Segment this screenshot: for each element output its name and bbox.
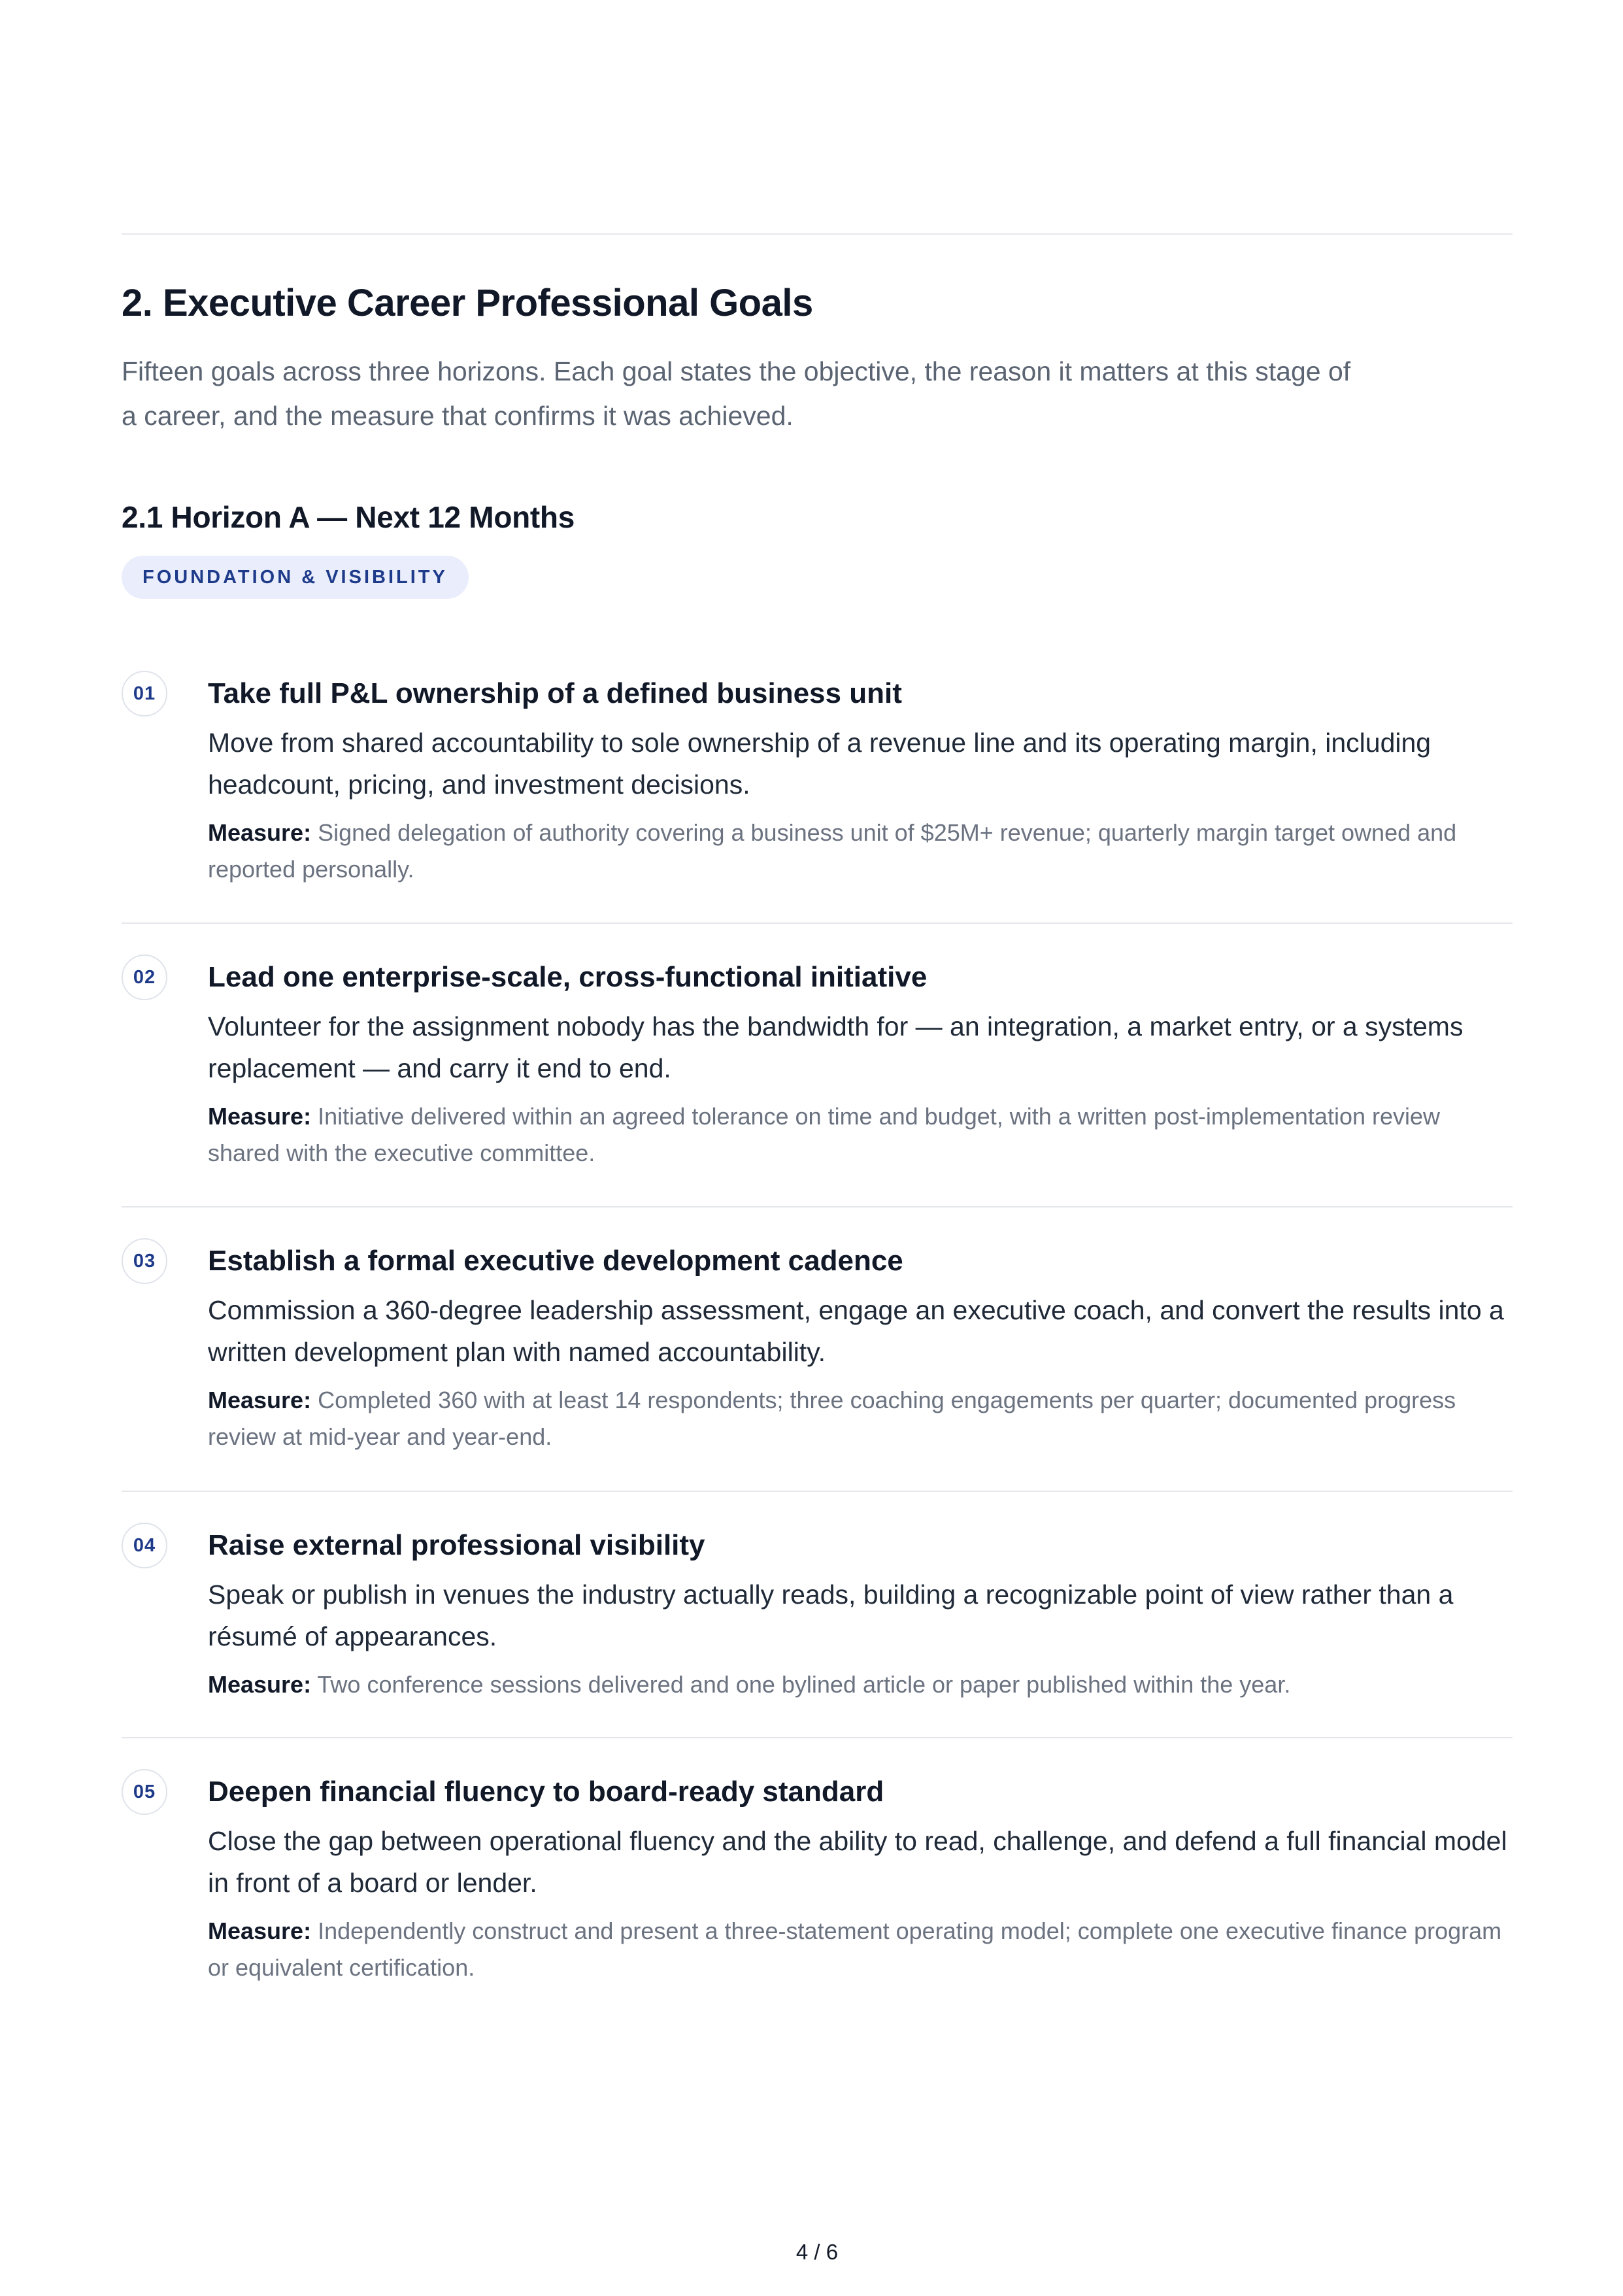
goal-number-badge: 01 [122,671,167,717]
goal-title: Establish a formal executive development cadence [208,1245,903,1277]
goal-body [208,1769,1513,1986]
goal-divider [122,1206,1513,1207]
goal-number-badge: 05 [122,1769,167,1815]
measure-label: Measure: [208,1103,312,1130]
goal-measure [208,1382,1513,1455]
goal-title: Take full P&L ownership of a defined business unit [208,677,902,709]
goal-description: Speak or publish in venues the industry actually reads, building a recognizable point of view rather than a résumé of appearances. [208,1579,1454,1651]
measure-text: Two conference sessions delivered and one bylined article or paper published within the year. [317,1671,1291,1698]
top-divider [122,233,1513,235]
measure-text: Initiative delivered within an agreed tolerance on time and budget, with a written post-implementation review shared with the executive committee. [208,1103,1441,1166]
section-title: 2. Executive Career Professional Goals [122,282,813,324]
goal-title: Raise external professional visibility [208,1529,705,1561]
measure-text: Signed delegation of authority covering a business unit of $25M+ revenue; quarterly margin target owned and reported personally. [208,819,1457,883]
goal-divider [122,1491,1513,1492]
section-intro: Fifteen goals across three horizons. Each goal states the objective, the reason it matters at this stage of a career, and the measure that confirms it was achieved. [122,356,1351,431]
goal-divider [122,922,1513,924]
measure-label: Measure: [208,1917,312,1944]
goal-body [208,954,1513,1172]
goal-number-badge: 03 [122,1238,167,1284]
document-page [122,0,1513,2296]
goal-measure [208,1913,1513,1986]
goal-description: Volunteer for the assignment nobody has the bandwidth for — an integration, a market entry, or a systems replacement — and carry it end to end. [208,1011,1464,1083]
measure-label: Measure: [208,1387,312,1413]
goal-title: Deepen financial fluency to board-ready standard [208,1776,884,1808]
goal-description: Close the gap between operational fluency and the ability to read, challenge, and defend a full financial model in front of a board or lender. [208,1826,1507,1898]
goal-description: Move from shared accountability to sole ownership of a revenue line and its operating margin, including headcount, pricing, and investment decisions. [208,728,1431,800]
goal-body [208,671,1513,888]
goal-measure [208,815,1513,888]
goal-divider [122,1737,1513,1738]
goal-description: Commission a 360-degree leadership assessment, engage an executive coach, and convert the results into a written development plan with named accountability. [208,1295,1504,1367]
page-number: 4 / 6 [795,2240,839,2264]
measure-text: Independently construct and present a three-statement operating model; complete one executive finance program or equivalent certification. [208,1917,1502,1981]
subsection-title: 2.1 Horizon A — Next 12 Months [122,500,575,534]
goal-measure [208,1666,1513,1703]
horizon-badge: FOUNDATION & VISIBILITY [122,556,469,599]
goal-number-badge: 02 [122,954,167,1000]
measure-label: Measure: [208,819,312,846]
goal-number-badge: 04 [122,1523,167,1568]
goal-title: Lead one enterprise-scale, cross-functional initiative [208,961,928,993]
goal-body [208,1523,1513,1703]
measure-label: Measure: [208,1671,312,1698]
goal-body [208,1238,1513,1455]
goal-measure [208,1098,1513,1172]
measure-text: Completed 360 with at least 14 respondents; three coaching engagements per quarter; documented progress review at mid-year and year-end. [208,1387,1456,1450]
